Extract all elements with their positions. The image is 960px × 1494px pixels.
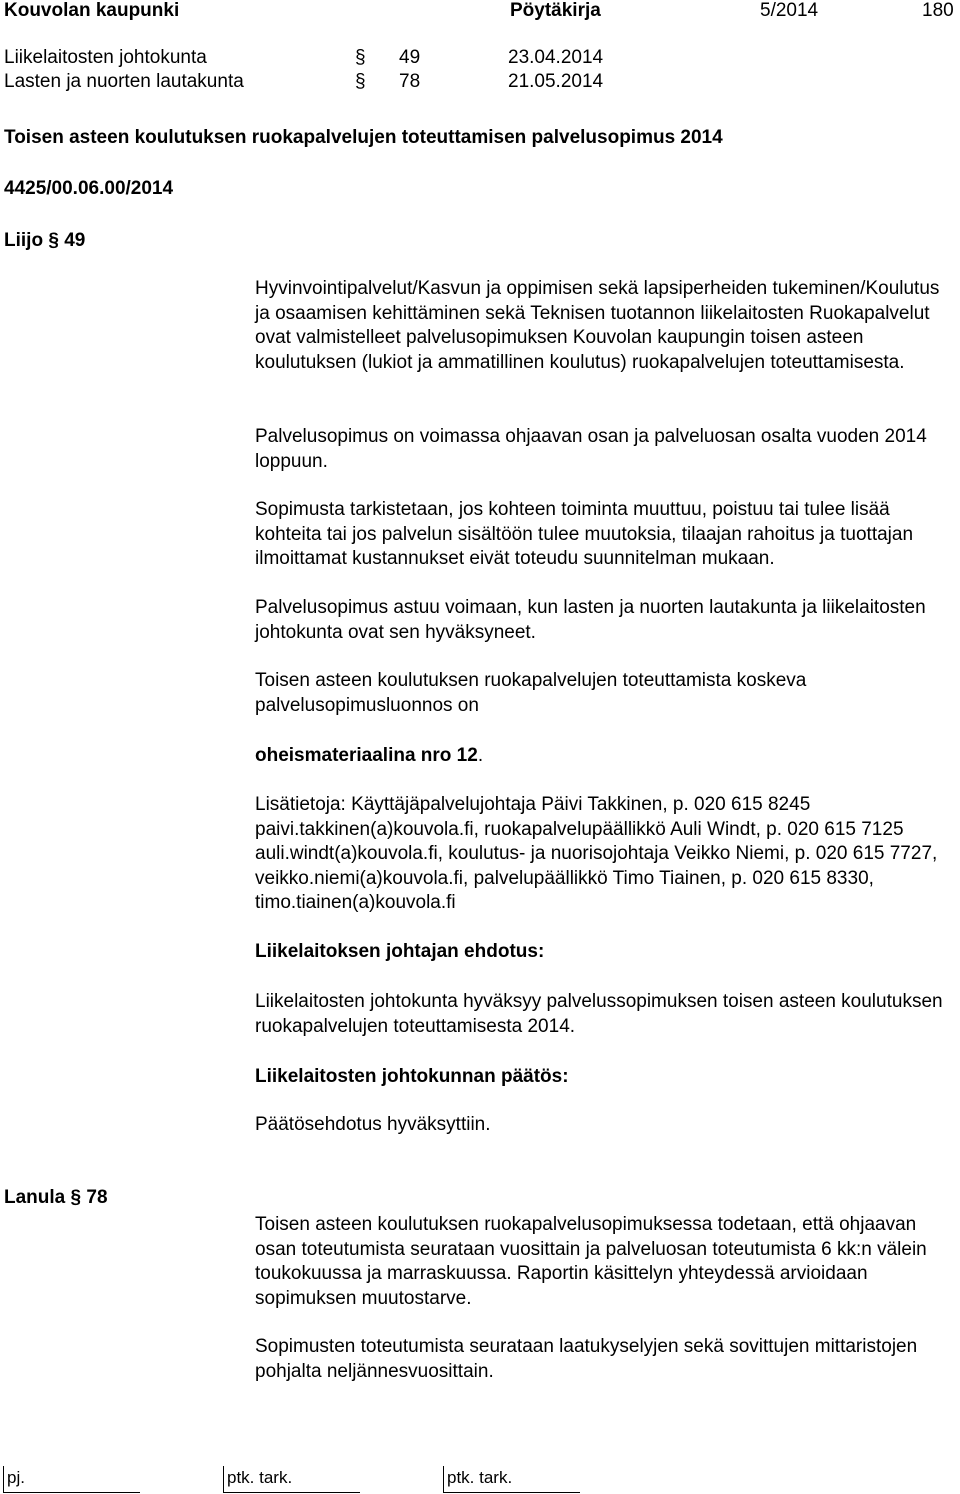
signature-label-reviewer-1: ptk. tark. [227,1468,293,1487]
doc-type: Pöytäkirja [510,0,601,21]
lanula-section-label [4,1187,108,1209]
attachment-line [255,744,955,769]
signature-tick [443,1466,444,1492]
liijo-paragraph-2: Palvelusopimus on voimassa ohjaavan osan ja palveluosan osalta vuoden 2014 loppuun. [255,426,927,472]
org-name: Kouvolan kaupunki [4,0,180,21]
committee-name: Liikelaitosten johtokunta [4,47,207,68]
proposal-text: Liikelaitosten johtokunta hyväksyy palvelussopimuksen toisen asteen koulutuksen ruokapalvelujen toteuttamisesta 2014. [255,991,943,1037]
lanula-paragraph-1: Toisen asteen koulutuksen ruokapalvelusopimuksessa todetaan, että ohjaavan osan toteutumista seurataan vuosittain ja palveluosan toteutumista 6 kk:n välein toukokuussa ja marraskuussa. Raportin käsittelyn yhteydessä arvioidaan sopimuksen muutostarve. [255,1214,927,1309]
signature-label-reviewer-2: ptk. tark. [447,1468,513,1487]
decision-text: Päätösehdotus hyväksyttiin. [255,1114,491,1135]
lanula-label: Lanula [4,1187,66,1208]
committee-date: 23.04.2014 [508,47,604,68]
doc-number: 5/2014 [760,0,819,21]
liijo-paragraph-3: Sopimusta tarkistetaan, jos kohteen toiminta muuttuu, poistuu tai tulee lisää kohteita tai jos palvelun sisältöön tulee muutoksia, tilaajan rahoitus ja tuottajan ilmoittamat kustannukset eivät toteudu suunnitelman mukaan. [255,499,914,569]
contact-info: Lisätietoja: Käyttäjäpalvelujohtaja Päivi Takkinen, p. 020 615 8245 paivi.takkinen(a)kouvola.fi, ruokapalvelupäällikkö Auli Windt, p. 020 615 7125 auli.windt(a)kouvola.fi, koulutus- ja nuorisojohtaja Veikko Niemi, p. 020 615 7727, veikko.niemi(a)kouvola.fi, palvelupäällikkö Timo Tiainen, p. 020 615 8330, timo.tiainen(a)kouvola.fi [255,794,938,913]
liijo-section-number: 49 [64,230,86,251]
signature-tick [3,1466,4,1492]
committee-name: Lasten ja nuorten lautakunta [4,71,244,92]
signature-label-chair: pj. [7,1468,25,1487]
attachment-period: . [477,745,484,766]
section-symbol: § [355,47,366,68]
liijo-section-label [4,230,85,252]
liijo-paragraph-4: Palvelusopimus astuu voimaan, kun lasten ja nuorten lautakunta ja liikelaitosten johtokunta ovat sen hyväksyneet. [255,597,926,643]
liijo-paragraph-1: Hyvinvointipalvelut/Kasvun ja oppimisen sekä lapsiperheiden tukeminen/Koulutus ja osaamisen kehittäminen sekä Teknisen tuotannon liikelaitosten Ruokapalvelut ovat valmistelleet palvelusopimuksen Kouvolan kaupungin toisen asteen koulutuksen (lukiot ja ammatillinen koulutus) ruokapalvelujen toteuttamisesta. [255,278,940,373]
page-number: 180 [922,0,954,21]
section-symbol: § [48,230,59,251]
document-title: Toisen asteen koulutuksen ruokapalvelujen toteuttamisen palvelusopimus 2014 [4,127,723,148]
signature-line [3,1492,140,1493]
committee-section: 49 [399,47,421,68]
committee-date: 21.05.2014 [508,71,604,92]
signature-tick [223,1466,224,1492]
section-symbol: § [70,1187,82,1208]
decision-heading: Liikelaitosten johtokunnan päätös: [255,1066,569,1087]
record-id: 4425/00.06.00/2014 [4,178,174,199]
lanula-section-number: 78 [86,1187,108,1208]
signature-line [443,1492,580,1493]
liijo-label: Liijo [4,230,44,251]
attachment-reference: oheismateriaalina nro 12 [255,745,478,766]
committee-section: 78 [399,71,421,92]
proposal-heading: Liikelaitoksen johtajan ehdotus: [255,941,545,962]
signature-line [223,1492,360,1493]
section-symbol: § [355,71,366,92]
lanula-paragraph-2: Sopimusten toteutumista seurataan laatukyselyjen sekä sovittujen mittaristojen pohjalta neljännesvuosittain. [255,1336,918,1382]
liijo-paragraph-5: Toisen asteen koulutuksen ruokapalvelujen toteuttamista koskeva palvelusopimusluonnos on [255,670,807,716]
